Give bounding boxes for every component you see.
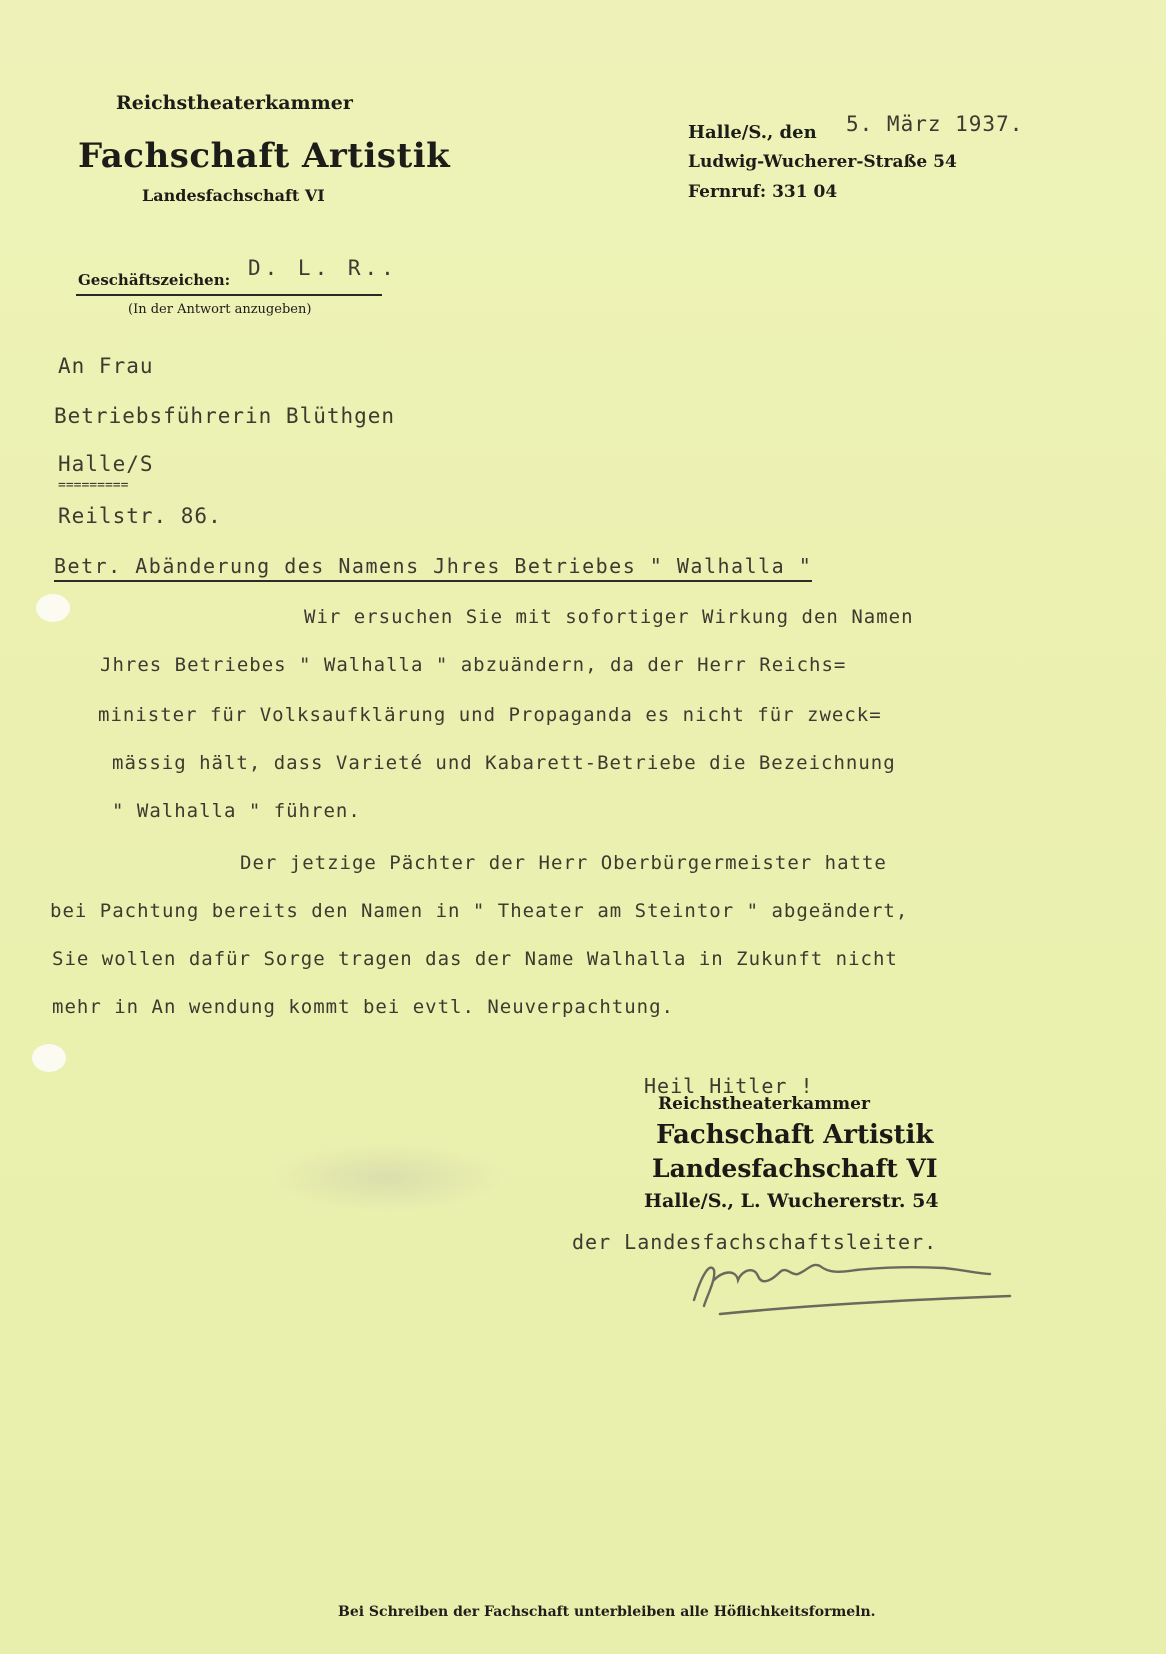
reference-value: D. L. R.. — [248, 256, 398, 280]
body-p1-line-1: Wir ersuchen Sie mit sofortiger Wirkung den Namen — [304, 606, 914, 628]
subject-line: Betr. Abänderung des Namens Jhres Betriebes " Walhalla " — [54, 554, 812, 582]
bleed-through-smudge — [272, 1144, 502, 1212]
recipient-line-1: An Frau — [58, 354, 154, 378]
recipient-line-4: Reilstr. 86. — [58, 504, 222, 528]
body-p1-line-3: minister für Volksaufklärung und Propaganda es nicht für zweck= — [98, 704, 882, 726]
stamp-line-2: Fachschaft Artistik — [656, 1120, 934, 1150]
signature — [680, 1240, 1040, 1330]
recipient-line-2: Betriebsführerin Blüthgen — [54, 404, 396, 428]
body-p2-line-3: Sie wollen dafür Sorge tragen das der Name Walhalla in Zukunft nicht — [52, 948, 898, 970]
recipient-line-3: Halle/S — [58, 452, 154, 476]
body-p1-line-4: mässig hält, dass Varieté und Kabarett-Betriebe die Bezeichnung — [112, 752, 896, 774]
reference-note: (In der Antwort anzugeben) — [128, 302, 312, 317]
body-p2-line-2: bei Pachtung bereits den Namen in " Theater am Steintor " abgeändert, — [50, 900, 909, 922]
stamp-line-3: Landesfachschaft VI — [652, 1154, 938, 1183]
body-p1-line-5: " Walhalla " führen. — [112, 800, 361, 822]
phone-number: Fernruf: 331 04 — [688, 182, 838, 202]
punch-hole-bottom — [32, 1044, 66, 1072]
closing-greeting: Heil Hitler ! — [644, 1074, 814, 1098]
body-p1-line-2: Jhres Betriebes " Walhalla " abzuändern, da der Herr Reichs= — [100, 654, 847, 676]
closing-role: der Landesfachschaftsleiter. — [572, 1230, 938, 1254]
place-prefix: Halle/S., den — [688, 122, 817, 143]
punch-hole-top — [36, 594, 70, 622]
letterhead-subdivision: Landesfachschaft VI — [142, 186, 325, 205]
stamp-line-1: Reichstheaterkammer — [658, 1094, 870, 1114]
recipient-line-3-underline: ========= — [58, 478, 129, 493]
footer-note: Bei Schreiben der Fachschaft unterbleiben alle Höflichkeitsformeln. — [338, 1604, 876, 1620]
letterhead-division: Fachschaft Artistik — [78, 136, 451, 176]
body-p2-line-4: mehr in An wendung kommt bei evtl. Neuverpachtung. — [52, 996, 674, 1018]
stamp-line-4: Halle/S., L. Wuchererstr. 54 — [644, 1190, 939, 1212]
body-p2-line-1: Der jetzige Pächter der Herr Oberbürgermeister hatte — [240, 852, 887, 874]
letterhead-org: Reichstheaterkammer — [116, 92, 353, 114]
reference-line — [76, 294, 382, 296]
reference-label: Geschäftszeichen: — [78, 271, 231, 289]
street-address: Ludwig-Wucherer-Straße 54 — [688, 152, 957, 172]
letter-date: 5. März 1937. — [846, 112, 1024, 136]
